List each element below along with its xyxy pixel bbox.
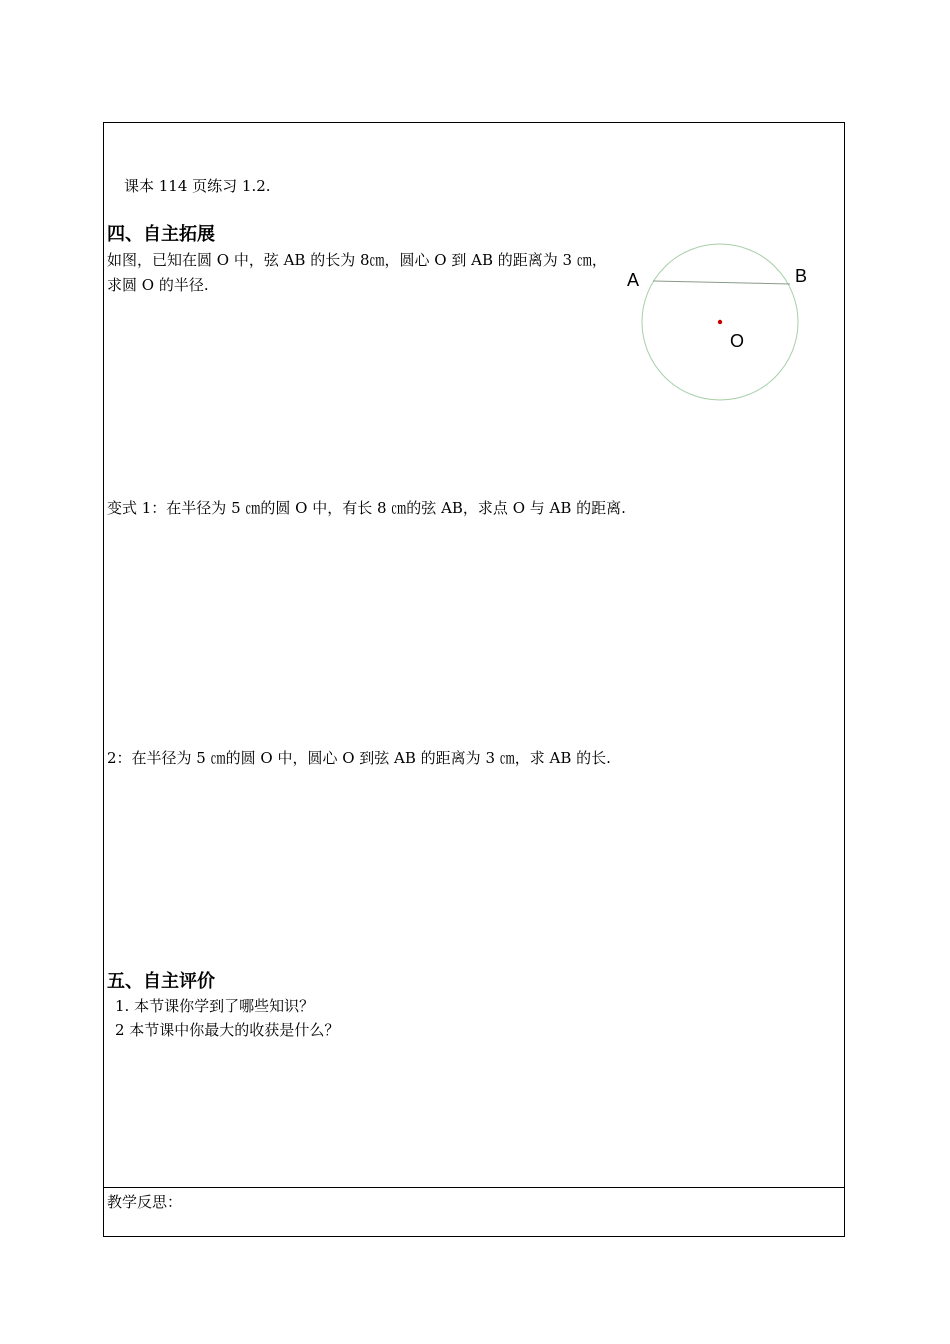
center-point: [718, 320, 722, 324]
reflection-label: 教学反思：: [107, 1193, 183, 1211]
section5-heading: 五、自主评价: [107, 971, 215, 992]
label-b: B: [795, 266, 808, 286]
problem-line-1: 如图，已知在圆 O 中，弦 AB 的长为 8㎝，圆心 O 到 AB 的距离为 3 ㎝，: [107, 251, 607, 269]
problem-line-2: 求圆 O 的半径.: [107, 276, 209, 294]
label-o: O: [730, 331, 745, 351]
evaluation-question-1: 1. 本节课你学到了哪些知识？: [115, 997, 315, 1015]
circle-chord-figure: [630, 236, 820, 406]
reflection-divider: [103, 1187, 845, 1188]
variant-1: 变式 1：在半径为 5 ㎝的圆 O 中，有长 8 ㎝的弦 AB，求点 O 与 AB 的距离.: [107, 499, 626, 517]
section4-heading: 四、自主拓展: [107, 224, 215, 245]
exercise-reference: 课本 114 页练习 1.2.: [124, 177, 271, 195]
chord-ab: [653, 281, 790, 284]
variant-2: 2：在半径为 5 ㎝的圆 O 中，圆心 O 到弦 AB 的距离为 3 ㎝，求 AB 的长.: [107, 749, 611, 767]
evaluation-question-2: 2 本节课中你最大的收获是什么？: [115, 1021, 340, 1039]
label-a: A: [627, 270, 640, 290]
